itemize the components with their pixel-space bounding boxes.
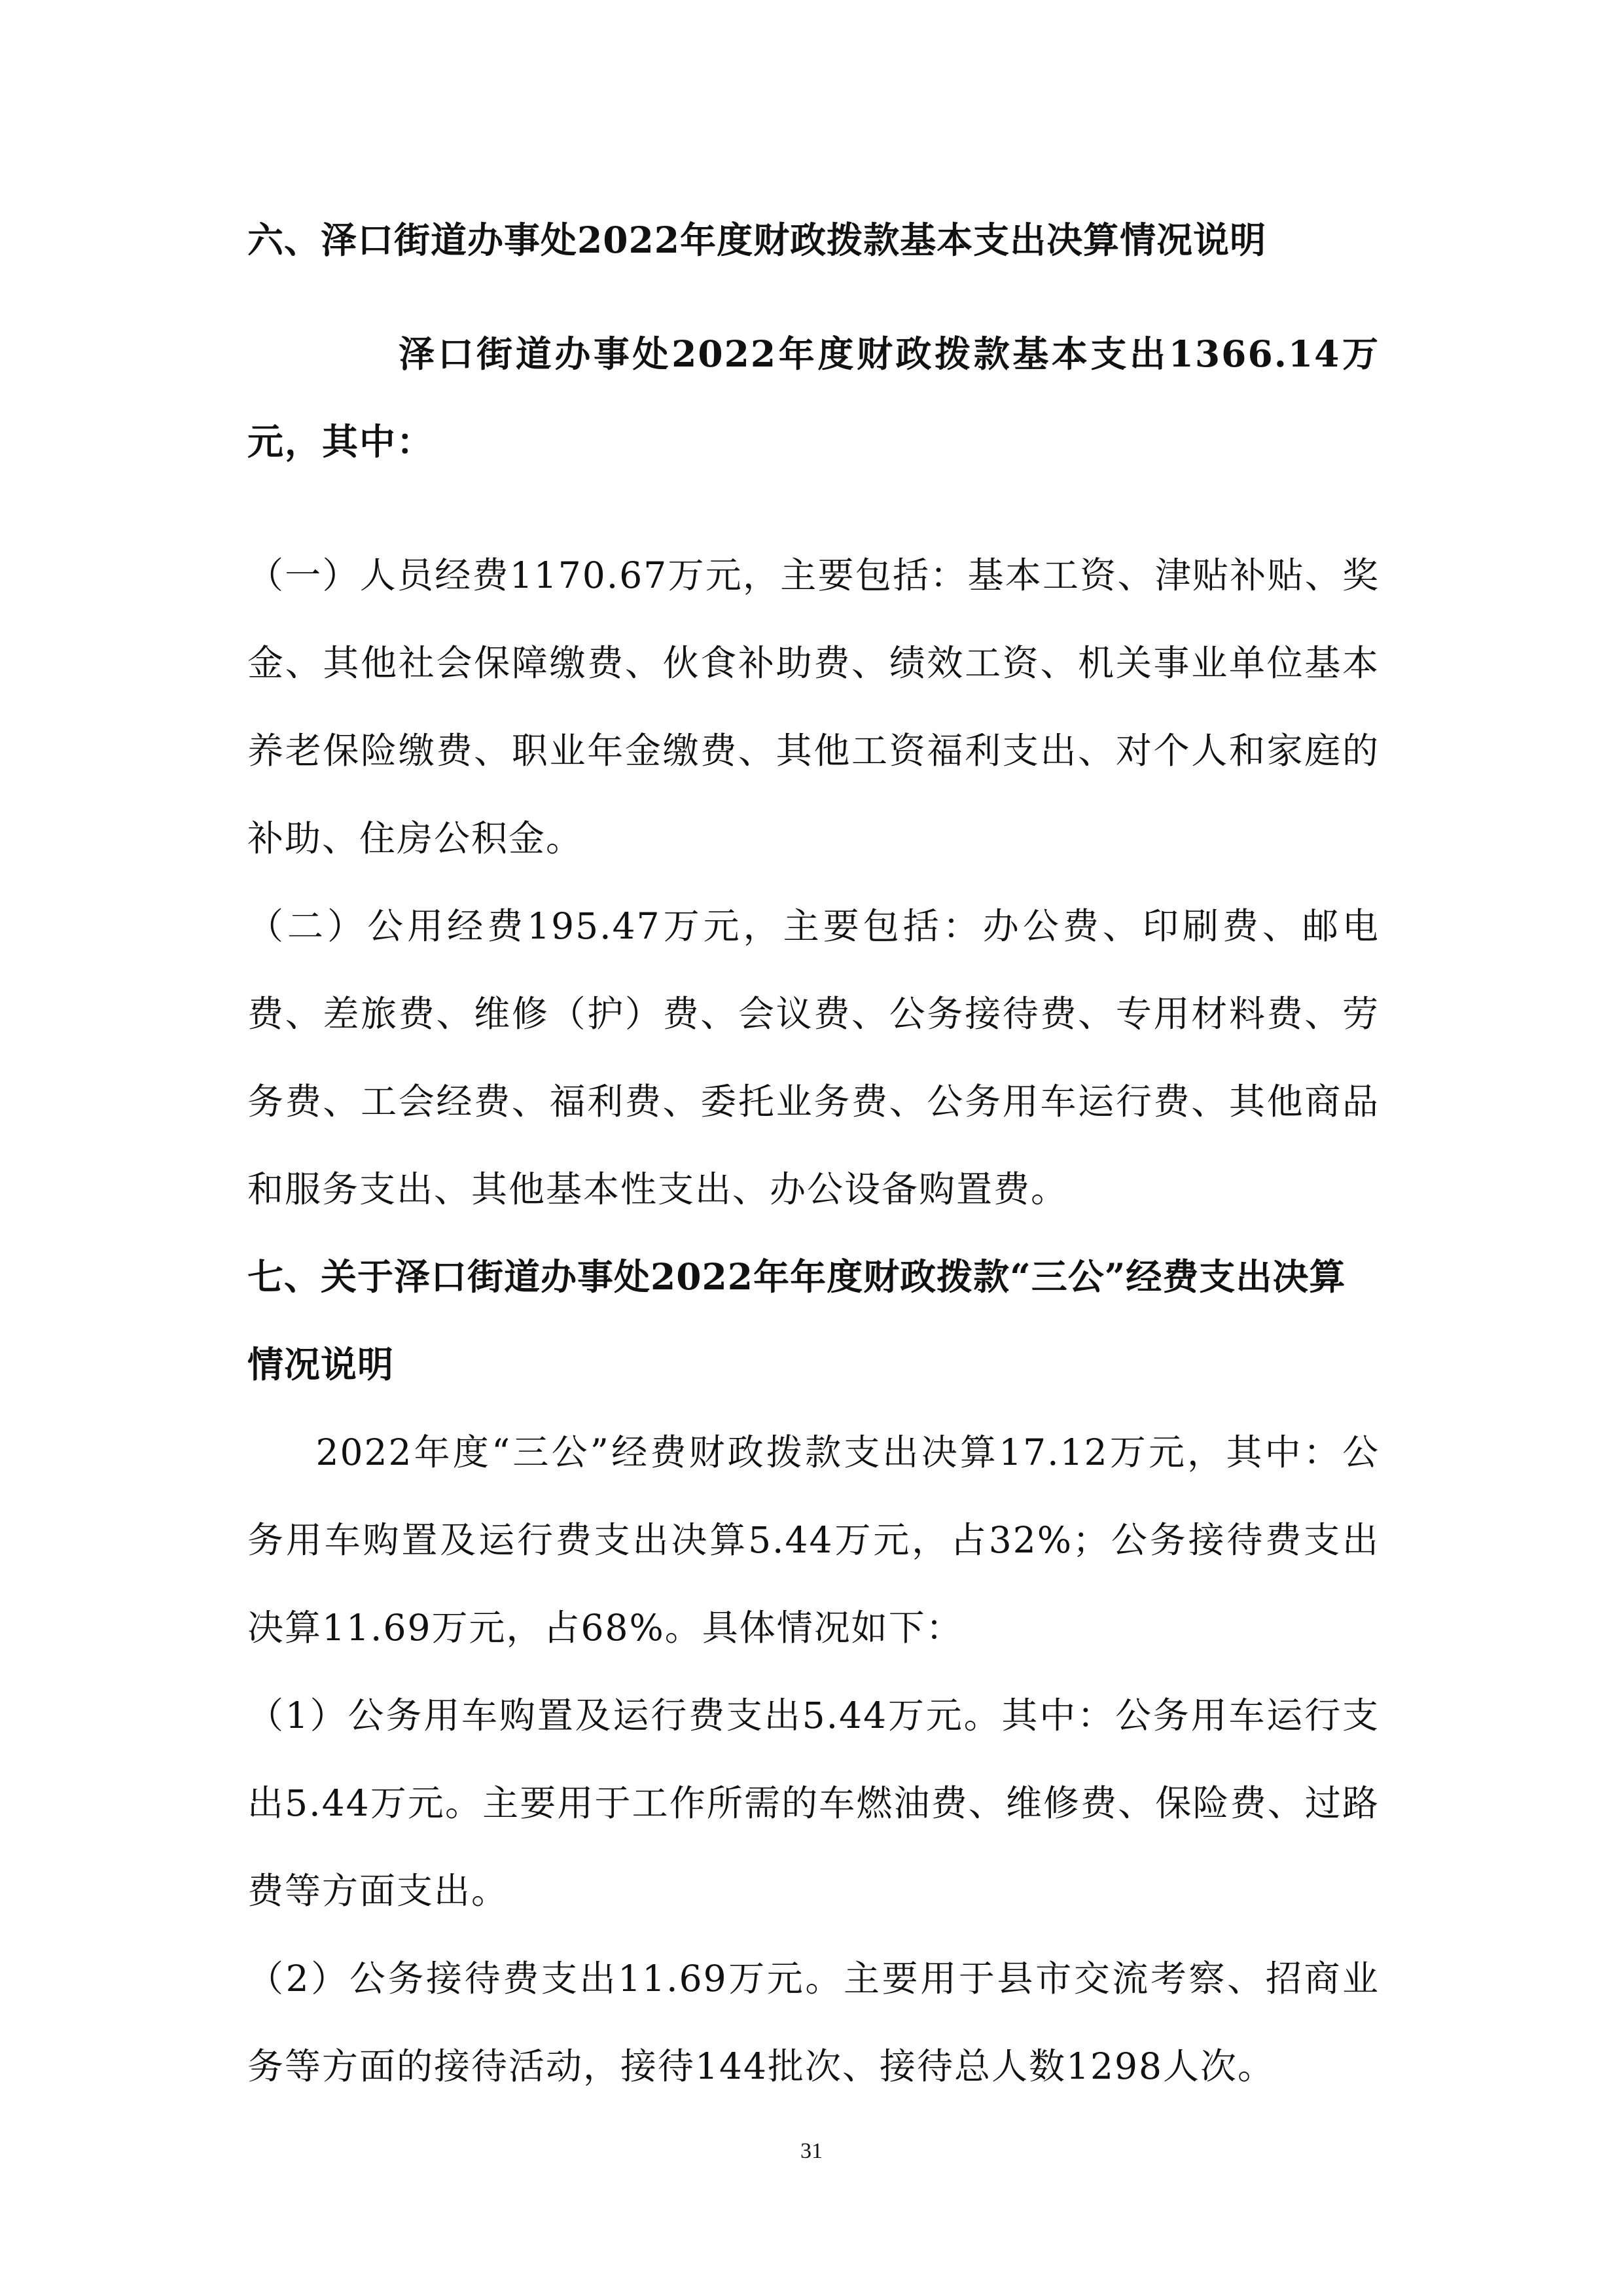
section-7-title: 七、关于泽口街道办事处2022年年度财政拨款“三公”经费支出决算情况说明 [247,1255,1346,1386]
reception-expenses-paragraph: （2）公务接待费支出11.69万元。主要用于县市交流考察、招商业务等方面的接待活动，接待144批次、接待总人数1298人次。 [247,1958,1380,2087]
section-6-intro: 泽口街道办事处2022年度财政拨款基本支出1366.14万元，其中： [247,332,1380,463]
page-number: 31 [800,2139,823,2163]
vehicle-expenses-paragraph: （1）公务用车购置及运行费支出5.44万元。其中：公务用车运行支出5.44万元。主要用于工作所需的车燃油费、维修费、保险费、过路费等方面支出。 [247,1695,1380,1912]
page-content [247,196,1380,2110]
public-expenses-paragraph: （二）公用经费195.47万元，主要包括：办公费、印刷费、邮电费、差旅费、维修（护）费、会议费、公务接待费、专用材料费、劳务费、工会经费、福利费、委托业务费、公务用车运行费、其他商品和服务支出、其他基本性支出、办公设备购置费。 [247,905,1380,1210]
personnel-expenses-paragraph: （一）人员经费1170.67万元，主要包括：基本工资、津贴补贴、奖金、其他社会保障缴费、伙食补助费、绩效工资、机关事业单位基本养老保险缴费、职业年金缴费、其他工资福利支出、对个人和家庭的补助、住房公积金。 [247,554,1380,859]
three-public-expenses-intro: 2022年度“三公”经费财政拨款支出决算17.12万元，其中：公务用车购置及运行费支出决算5.44万元，占32%；公务接待费支出决算11.69万元，占68%。具体情况如下： [247,1431,1380,1649]
section-6-title: 六、泽口街道办事处2022年度财政拨款基本支出决算情况说明 [247,219,1267,261]
